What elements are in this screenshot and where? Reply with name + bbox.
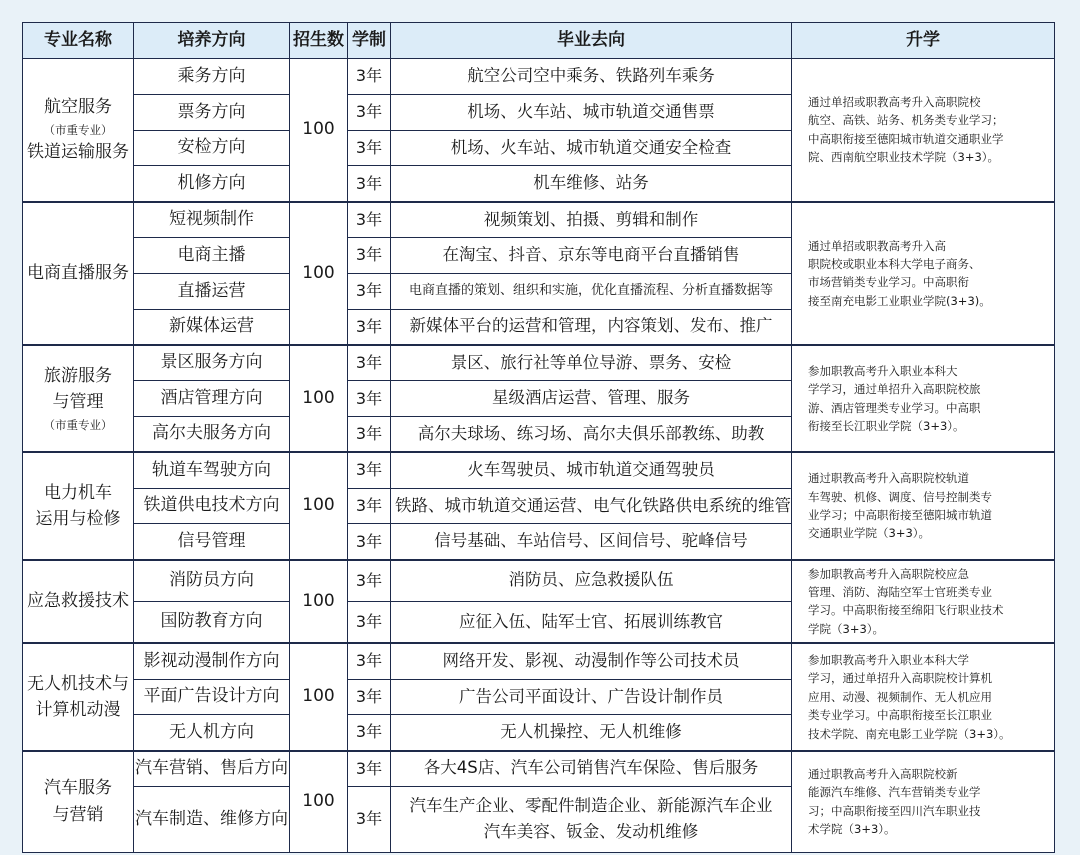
further-study-cell [792,643,1055,750]
duration-cell: 3年 [348,786,391,852]
major-name-line: 旅游服务 [44,366,112,387]
major-name-line: 与营销 [52,804,104,825]
further-study-line: 通过职教高考升入高职院校轨道 [808,471,969,486]
further-study-line: 院、西南航空职业技术学院（3+3）。 [808,150,1000,165]
direction-cell: 景区服务方向 [134,345,290,381]
major-name-cell [23,59,134,202]
table-row [23,345,1055,381]
further-study-line: 车驾驶、机修、调度、信号控制类专 [808,489,992,504]
employment-cell [391,786,792,852]
duration-cell: 3年 [348,452,391,488]
table-row [23,202,1055,238]
duration-cell: 3年 [348,715,391,751]
table-row [23,59,1055,95]
further-study-cell [792,452,1055,559]
enrollment-cell: 100 [290,751,348,853]
header-direction: 培养方向 [134,23,290,59]
further-study-line: 中高职衔接至德阳城市轨道交通职业学 [808,131,1004,146]
employment-cell: 铁路、城市轨道交通运营、电气化铁路供电系统的维管 [391,488,792,524]
table-body [23,59,1055,853]
further-study-line: 管理、消防、海陆空军士官班类专业 [808,585,992,600]
duration-cell: 3年 [348,130,391,166]
major-name-line: 无人机技术与 [27,673,129,694]
employment-cell: 无人机操控、无人机维修 [391,715,792,751]
further-study-line: 航空、高铁、站务、机务类专业学习； [808,113,1004,128]
direction-cell: 信号管理 [134,524,290,560]
direction-cell: 无人机方向 [134,715,290,751]
header-row [23,23,1055,59]
employment-cell: 广告公司平面设计、广告设计制作员 [391,679,792,715]
further-study-line: 通过职教高考升入高职院校新 [808,766,958,781]
direction-cell: 酒店管理方向 [134,381,290,417]
employment-cell: 电商直播的策划、组织和实施，优化直播流程、分析直播数据等 [391,273,792,309]
major-name-cell [23,751,134,853]
enrollment-cell: 100 [290,59,348,202]
direction-cell: 电商主播 [134,237,290,273]
duration-cell: 3年 [348,345,391,381]
direction-cell: 汽车营销、售后方向 [134,751,290,787]
further-study-line: 业学习；中高职衔接至德阳城市轨道 [808,507,992,522]
employment-cell: 网络开发、影视、动漫制作等公司技术员 [391,643,792,679]
header-enrollment: 招生数 [290,23,348,59]
major-name-cell [23,452,134,559]
employment-cell: 机场、火车站、城市轨道交通安全检查 [391,130,792,166]
further-study-line: 市场营销类专业学习。中高职衔 [808,275,969,290]
enrollment-cell: 100 [290,202,348,345]
further-study-cell [792,751,1055,853]
table-row [23,643,1055,679]
employment-line: 汽车美容、钣金、发动机维修 [483,822,699,842]
direction-cell: 机修方向 [134,166,290,202]
further-study-line: 游、酒店管理类专业学习。中高职 [808,400,981,415]
direction-cell: 影视动漫制作方向 [134,643,290,679]
direction-cell: 铁道供电技术方向 [134,488,290,524]
major-name-line: 电力机车 [44,482,112,503]
major-name-line: 汽车服务 [44,778,112,799]
enrollment-table-container [22,22,1058,853]
further-study-line: 学院（3+3）。 [808,621,885,636]
duration-cell: 3年 [348,237,391,273]
further-study-line: 应用、动漫、视频制作、无人机应用 [808,689,992,704]
direction-cell: 汽车制造、维修方向 [134,786,290,852]
further-study-line: 通过单招或职教高考升入高 [808,238,946,253]
header-further-study: 升学 [792,23,1055,59]
employment-cell: 消防员、应急救援队伍 [391,560,792,602]
enrollment-cell: 100 [290,643,348,750]
duration-cell: 3年 [348,94,391,130]
direction-cell: 短视频制作 [134,202,290,238]
employment-line: 汽车生产企业、零配件制造企业、新能源汽车企业 [409,796,773,816]
major-name-line: 运用与检修 [35,508,121,529]
duration-cell: 3年 [348,643,391,679]
further-study-line: 类专业学习。中高职衔接至长江职业 [808,708,992,723]
further-study-line: 习；中高职衔接至四川汽车职业技 [808,803,981,818]
further-study-cell [792,560,1055,644]
further-study-line: 参加职教高考升入高职院校应急 [808,566,969,581]
major-name-cell [23,345,134,452]
further-study-cell [792,345,1055,452]
duration-cell: 3年 [348,679,391,715]
duration-cell: 3年 [348,202,391,238]
further-study-line: 交通职业学院（3+3）。 [808,526,931,541]
direction-cell: 乘务方向 [134,59,290,95]
direction-cell: 新媒体运营 [134,309,290,345]
employment-cell: 在淘宝、抖音、京东等电商平台直播销售 [391,237,792,273]
major-name-line: （市重专业） [43,122,113,137]
major-name-line: 应急救援技术 [27,591,129,612]
further-study-line: 学习，通过单招升入高职院校计算机 [808,671,992,686]
duration-cell: 3年 [348,416,391,452]
further-study-line: 术学院（3+3）。 [808,822,896,837]
further-study-line: 学学习，通过单招升入高职院校旅 [808,382,981,397]
header-employment: 毕业去向 [391,23,792,59]
employment-cell: 航空公司空中乘务、铁路列车乘务 [391,59,792,95]
employment-cell: 景区、旅行社等单位导游、票务、安检 [391,345,792,381]
enrollment-cell: 100 [290,452,348,559]
employment-cell: 机场、火车站、城市轨道交通售票 [391,94,792,130]
major-name-line: 铁道运输服务 [27,142,129,163]
employment-cell: 信号基础、车站信号、区间信号、驼峰信号 [391,524,792,560]
employment-cell: 高尔夫球场、练习场、高尔夫俱乐部教练、助教 [391,416,792,452]
direction-cell: 平面广告设计方向 [134,679,290,715]
employment-cell: 各大4S店、汽车公司销售汽车保险、售后服务 [391,751,792,787]
major-name-line: 与管理 [52,392,104,413]
major-name-cell [23,560,134,644]
further-study-line: 职院校或职业本科大学电子商务、 [808,256,981,271]
employment-cell: 机车维修、站务 [391,166,792,202]
enrollment-table [22,22,1055,853]
major-name-line: （市重专业） [43,417,113,432]
major-name-line: 计算机动漫 [35,699,121,720]
duration-cell: 3年 [348,166,391,202]
duration-cell: 3年 [348,751,391,787]
duration-cell: 3年 [348,59,391,95]
direction-cell: 高尔夫服务方向 [134,416,290,452]
duration-cell: 3年 [348,488,391,524]
major-name-cell [23,643,134,750]
further-study-line: 接至南充电影工业职业学院(3+3)。 [808,293,991,308]
duration-cell: 3年 [348,273,391,309]
employment-cell: 星级酒店运营、管理、服务 [391,381,792,417]
direction-cell: 轨道车驾驶方向 [134,452,290,488]
duration-cell: 3年 [348,560,391,602]
table-row [23,560,1055,602]
major-name-line: 航空服务 [44,97,112,118]
employment-cell: 火车驾驶员、城市轨道交通驾驶员 [391,452,792,488]
duration-cell: 3年 [348,601,391,643]
employment-cell: 新媒体平台的运营和管理，内容策划、发布、推广 [391,309,792,345]
major-name-cell [23,202,134,345]
further-study-line: 技术学院、南充电影工业学院（3+3）。 [808,726,1011,741]
direction-cell: 票务方向 [134,94,290,130]
further-study-line: 通过单招或职教高考升入高职院校 [808,95,981,110]
employment-cell: 应征入伍、陆军士官、拓展训练教官 [391,601,792,643]
enrollment-cell: 100 [290,345,348,452]
direction-cell: 直播运营 [134,273,290,309]
further-study-cell [792,59,1055,202]
enrollment-cell: 100 [290,560,348,644]
header-duration: 学制 [348,23,391,59]
direction-cell: 消防员方向 [134,560,290,602]
table-row [23,751,1055,787]
employment-cell: 视频策划、拍摄、剪辑和制作 [391,202,792,238]
further-study-line: 参加职教高考升入职业本科大 [808,363,958,378]
duration-cell: 3年 [348,524,391,560]
further-study-line: 衔接至长江职业学院（3+3）。 [808,418,965,433]
further-study-cell [792,202,1055,345]
further-study-line: 参加职教高考升入职业本科大学 [808,652,969,667]
direction-cell: 安检方向 [134,130,290,166]
header-major: 专业名称 [23,23,134,59]
table-row [23,452,1055,488]
further-study-line: 学习。中高职衔接至绵阳飞行职业技术 [808,603,1004,618]
duration-cell: 3年 [348,309,391,345]
direction-cell: 国防教育方向 [134,601,290,643]
further-study-line: 能源汽车维修、汽车营销类专业学 [808,785,981,800]
duration-cell: 3年 [348,381,391,417]
major-name-line: 电商直播服务 [27,263,129,284]
